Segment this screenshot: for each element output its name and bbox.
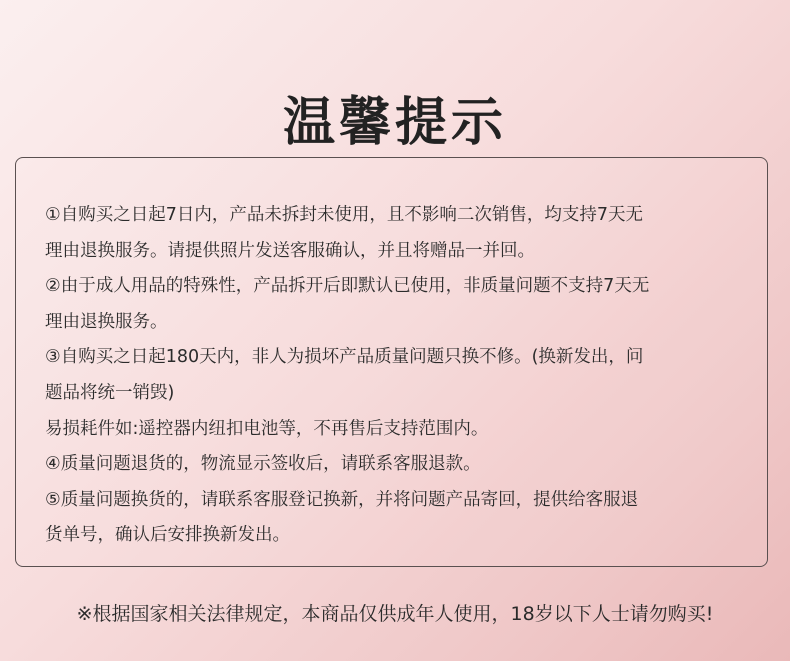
- page-title: 温馨提示: [282, 92, 507, 153]
- notice-line: 易损耗件如:遥控器内纽扣电池等，不再售后支持范围内。: [45, 418, 489, 439]
- notice-line: 题品将统一销毁): [45, 382, 175, 403]
- notice-line: ②由于成人用品的特殊性，产品拆开后即默认已使用，非质量问题不支持7天无: [45, 276, 650, 297]
- notice-box: [15, 157, 768, 567]
- notice-line: 理由退换服务。请提供照片发送客服确认，并且将赠品一并回。: [45, 240, 535, 261]
- notice-line: ③自购买之日起180天内，非人为损坏产品质量问题只换不修。(换新发出，问: [45, 347, 644, 368]
- notice-line: ⑤质量问题换货的，请联系客服登记换新，并将问题产品寄回，提供给客服退: [45, 489, 639, 510]
- notice-line: 理由退换服务。: [45, 311, 168, 332]
- notice-line: ①自购买之日起7日内，产品未拆封未使用，且不影响二次销售，均支持7天无: [45, 205, 643, 225]
- notice-list: [45, 198, 745, 554]
- notice-line: 货单号，确认后安排换新发出。: [45, 525, 290, 546]
- notice-line: ④质量问题退货的，物流显示签收后，请联系客服退款。: [45, 454, 481, 475]
- legal-disclaimer: ※根据国家相关法律规定，本商品仅供成年人使用，18岁以下人士请勿购买!: [76, 603, 714, 625]
